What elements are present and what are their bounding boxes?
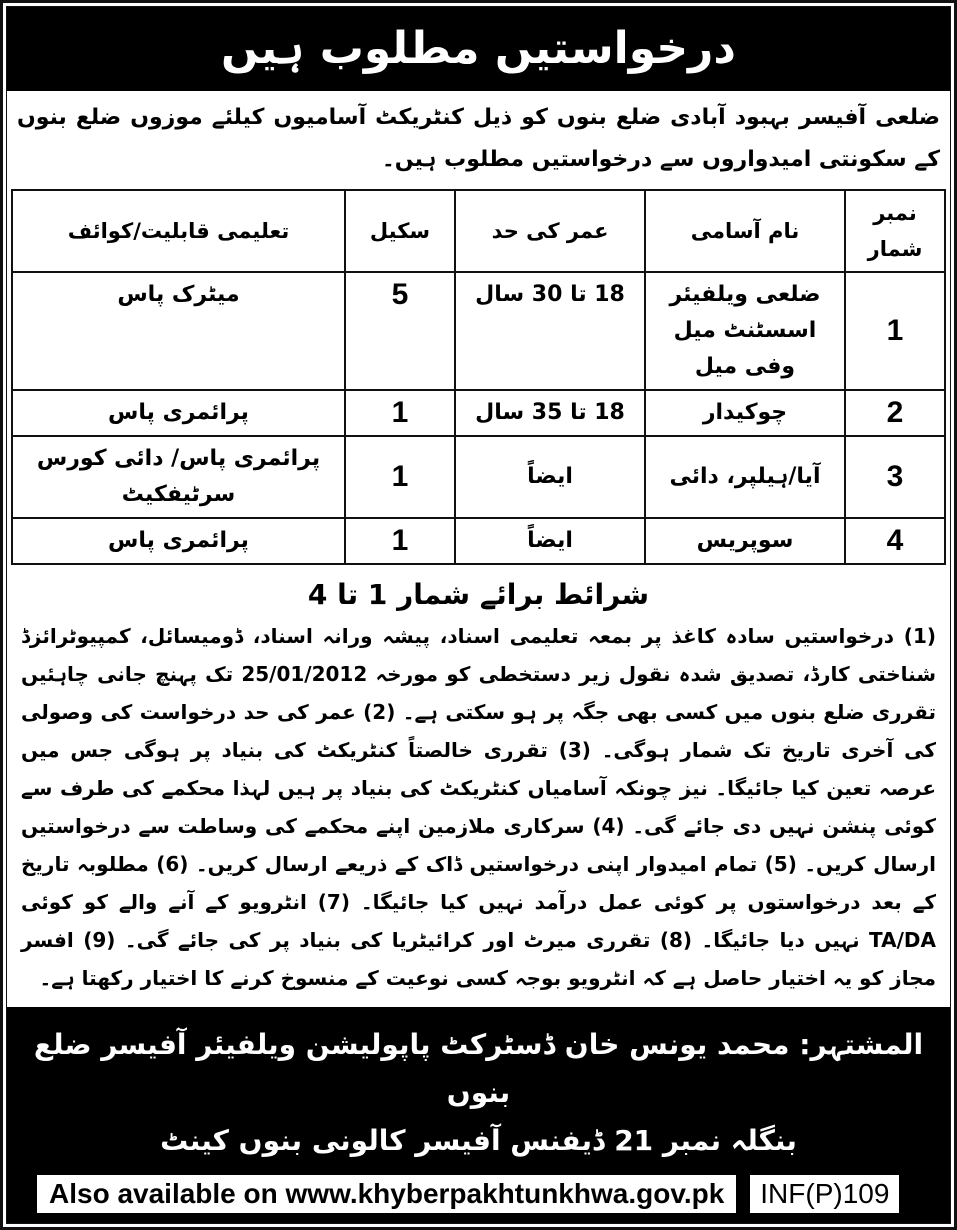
cell-age: ایضاً <box>455 436 645 518</box>
table-row <box>12 272 945 390</box>
intro-line: مطلوب ہیں۔ <box>381 147 525 172</box>
table-row <box>12 436 945 518</box>
cell-qualification: میٹرک پاس <box>12 272 345 390</box>
conditions-line: ہے کہ انٹرویو بوجہ کسی نوعیت کے منسوخ کرنے کا اختیار رکھتا ہے۔ <box>39 966 697 990</box>
table-row <box>12 390 945 436</box>
advertiser-name: المشتہر: محمد یونس خان ڈسٹرکٹ پاپولیشن ویلفیئر آفیسر ضلع بنوں <box>33 1028 924 1109</box>
ad-title: درخواستیں مطلوب ہیں <box>7 7 950 91</box>
advertisement-inner <box>6 6 951 1224</box>
cell-age: 18 تا 30 سال <box>455 272 645 390</box>
cell-post: آیا/ہیلپر، دائی <box>645 436 845 518</box>
conditions-line: (1) درخواستیں سادہ کاغذ پر بمعہ تعلیمی اسناد، پیشہ ورانہ اسناد، ڈومیسائل، کمپیوٹرائزڈ شناختی کارڈ، تصدیق شدہ نقول زیر <box>21 624 936 686</box>
header-post: نام آسامی <box>645 190 845 272</box>
cell-post: ضلعی ویلفیئر اسسٹنٹ میل وفی میل <box>645 272 845 390</box>
cell-qualification: پرائمری پاس/ دائی کورس سرٹیفکیٹ <box>12 436 345 518</box>
website-link[interactable]: Also available on www.khyberpakhtunkhwa.gov.pk <box>37 1175 736 1213</box>
cell-scale: 5 <box>345 272 455 390</box>
cell-age: 18 تا 35 سال <box>455 390 645 436</box>
cell-qualification: پرائمری پاس <box>12 518 345 564</box>
cell-scale: 1 <box>345 390 455 436</box>
intro-text <box>7 91 950 185</box>
cell-serial: 2 <box>845 390 945 436</box>
cell-qualification: پرائمری پاس <box>12 390 345 436</box>
cell-age: ایضاً <box>455 518 645 564</box>
conditions-line: دستخطی کو مورخہ 25/01/2012 تک پہنچ جانی چاہئیں تقرری ضلع بنوں میں کسی بھی جگہ پر ہو سکتی ہے۔ (2) عمر کی حد <box>21 662 937 724</box>
header-age: عمر کی حد <box>455 190 645 272</box>
cell-serial: 1 <box>845 272 945 390</box>
cell-post: سوپریس <box>645 518 845 564</box>
conditions-line: درخواست کی وصولی کی آخری تاریخ تک شمار ہوگی۔ (3) تقرری خالصتاً کنٹریکٹ کی بنیاد پر ہوگی جس میں عرصہ تعین کیا <box>21 700 936 800</box>
conditions-line: ملازمین اپنے محکمے کی وساطت سے درخواستیں ارسال کریں۔ (5) تمام امیدوار اپنی درخواستیں ڈاک کے ذریعے ارسال <box>21 814 937 876</box>
intro-line: ضلعی آفیسر بہبود آبادی ضلع بنوں کو ذیل کنٹریکٹ آسامیوں کیلئے موزوں ضلع بنوں کے سکونتی امیدواروں سے درخواستیں <box>17 105 940 172</box>
cell-scale: 1 <box>345 518 455 564</box>
footer-bottom-bar <box>17 1175 940 1213</box>
posts-table <box>11 189 946 565</box>
ad-code: INF(P)109 <box>750 1175 899 1213</box>
conditions-title: شرائط برائے شمار 1 تا 4 <box>307 578 650 611</box>
conditions-text <box>7 615 950 1007</box>
header-qualification: تعلیمی قابلیت/کوائف <box>12 190 345 272</box>
header-serial: نمبر شمار <box>845 190 945 272</box>
advertiser-address: بنگلہ نمبر 21 ڈیفنس آفیسر کالونی بنوں کینٹ <box>160 1124 797 1157</box>
conditions-line: کریں۔ (6) مطلوبہ تاریخ کے بعد درخواستوں پر کوئی عمل درآمد نہیں کیا جائیگا۔ (7) انٹرویو کے آنے والے کو کوئی <box>21 852 936 914</box>
header-scale: سکیل <box>345 190 455 272</box>
conditions-line: جائیگا۔ نیز چونکہ آسامیاں کنٹریکٹ کی بنیاد پر ہیں لہذا محکمے کی طرف سے کوئی پنشن نہیں دی جائے گی۔ (4) سرکاری <box>21 776 936 838</box>
cell-serial: 4 <box>845 518 945 564</box>
table-row <box>12 518 945 564</box>
cell-serial: 3 <box>845 436 945 518</box>
cell-post: چوکیدار <box>645 390 845 436</box>
advertiser-footer <box>7 1007 950 1223</box>
conditions-line: TA/DA نہیں دیا جائیگا۔ (8) تقرری میرٹ اور کرائیٹریا کی بنیاد پر کی جائے گی۔ (9) افسر مجاز کو یہ اختیار حاصل <box>21 928 936 990</box>
cell-scale: 1 <box>345 436 455 518</box>
table-header-row <box>12 190 945 272</box>
